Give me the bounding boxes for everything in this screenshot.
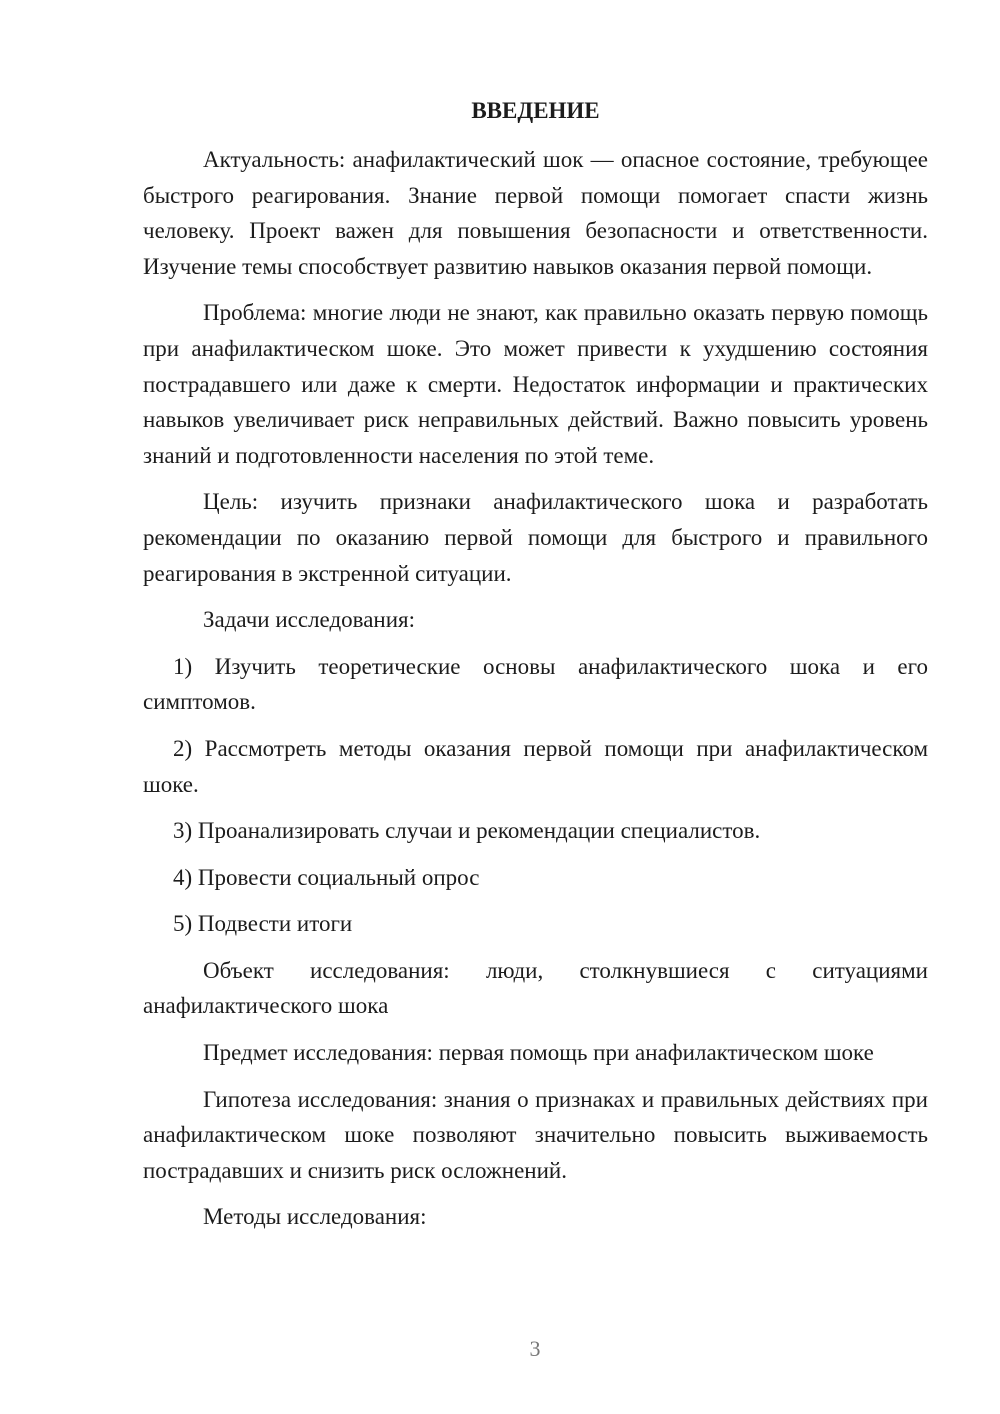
paragraph-methods: Методы исследования: [203,1204,427,1230]
task-item-2: 2) Рассмотреть методы оказания первой помощи при анафилактическом шоке. [143,735,928,797]
page-number: 3 [529,1336,541,1361]
task-item-3: 3) Проанализировать случаи и рекомендации специалистов. [173,818,761,844]
section-title: ВВЕДЕНИЕ [471,98,600,123]
paragraph-problem: Проблема: многие люди не знают, как правильно оказать первую помощь при анафилактическом шоке. Это может привести к ухудшению состояния пострадавшего или даже к смерти. Недостаток информации и практических навыков увеличивает риск неправильных действий. Важно повысить уровень знаний и подготовленности населения по этой теме. [143,300,928,468]
document-body [143,96,928,1246]
paragraph-object: Объект исследования: люди, столкнувшиеся с ситуациями анафилактического шока [143,957,928,1019]
task-item-4: 4) Провести социальный опрос [173,864,480,890]
task-item-1: 1) Изучить теоретические основы анафилактического шока и его симптомов. [143,653,928,715]
task-item-5: 5) Подвести итоги [173,911,353,937]
paragraph-relevance: Актуальность: анафилактический шок — опасное состояние, требующее быстрого реагирования. Знание первой помощи помогает спасти жизнь человеку. Проект важен для повышения безопасности и ответственности. Изучение темы способствует развитию навыков оказания первой помощи. [143,147,928,279]
paragraph-subject: Предмет исследования: первая помощь при анафилактическом шоке [203,1040,874,1066]
paragraph-hypothesis: Гипотеза исследования: знания о признаках и правильных действиях при анафилактическом шоке позволяют значительно повысить выживаемость пострадавших и снизить риск осложнений. [143,1086,928,1183]
paragraph-goal: Цель: изучить признаки анафилактического шока и разработать рекомендации по оказанию первой помощи для быстрого и правильного реагирования в экстренной ситуации. [143,489,928,586]
paragraph-tasks-heading: Задачи исследования: [203,607,416,633]
